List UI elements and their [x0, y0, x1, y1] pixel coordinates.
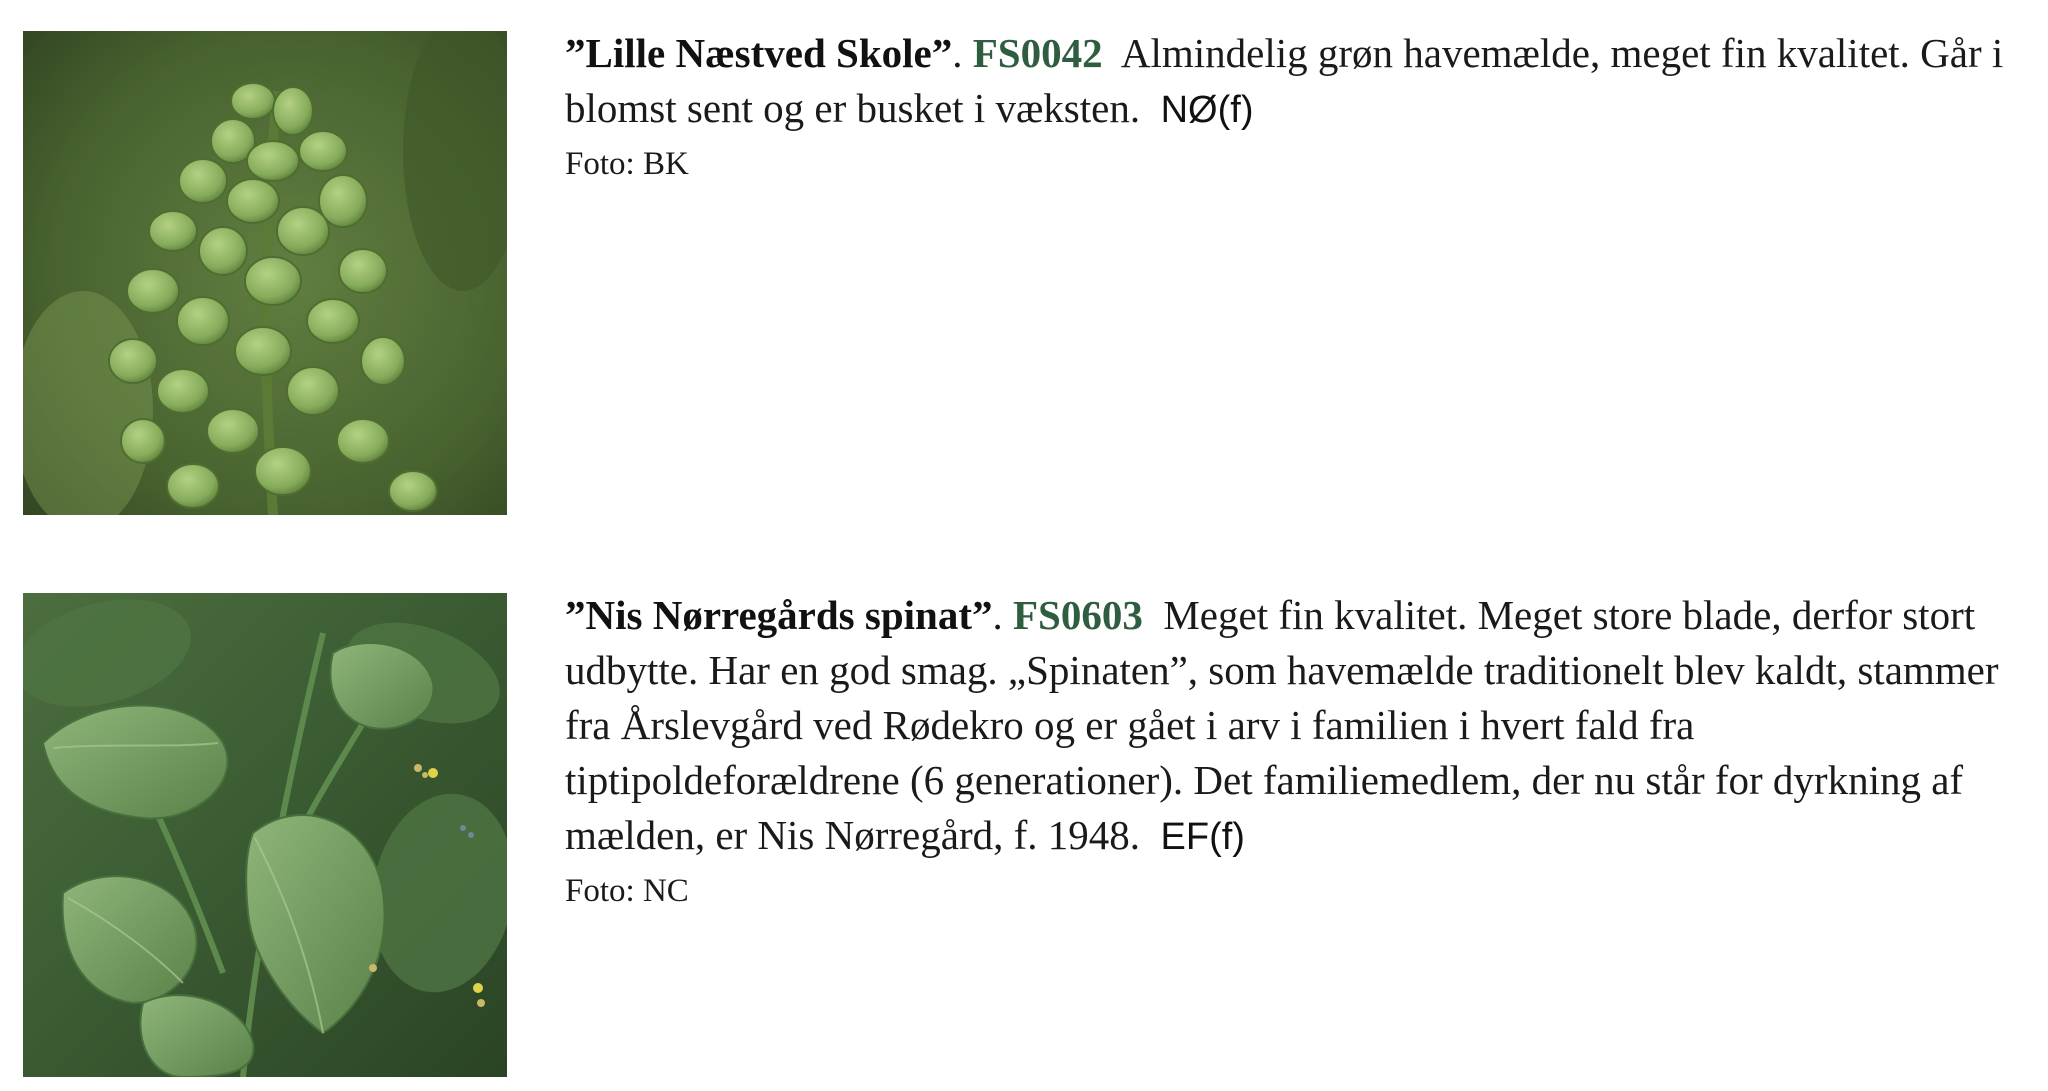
orache-leaves-image — [23, 593, 507, 1077]
variety-description: Meget fin kvalitet. Meget store blade, derfor stort udbytte. Har en god smag. „Spinaten”, som havemælde traditionelt blev kaldt, stammer fra Årslevgård ved Rødekro og er gået i arv i familien i hvert fald fra tiptipoldeforældrene (6 generationer). Det familiemedlem, der nu står for dyrkning af mælden, er Nis Nørregård, f. 1948. — [565, 592, 1999, 858]
photo-orache-leaves — [23, 593, 507, 1077]
variety-code: FS0603 — [1012, 592, 1143, 638]
entry-description-paragraph — [565, 26, 2030, 138]
variety-code: FS0042 — [972, 30, 1103, 76]
photo-orache-seed-heads — [23, 31, 507, 515]
entry-description-paragraph — [565, 588, 2030, 865]
variety-name: ”Lille Næstved Skole” — [565, 30, 953, 76]
name-separator: . — [992, 592, 1003, 638]
photo-credit: Foto: NC — [565, 873, 689, 909]
origin-code: NØ(f) — [1160, 89, 1254, 131]
entry-text — [565, 26, 2030, 186]
variety-description: Almindelig grøn havemælde, meget fin kvalitet. Går i blomst sent og er busket i væksten. — [565, 30, 2004, 131]
catalog-entry-nis-norregards-spinat — [0, 580, 2048, 1091]
catalog-entry-lille-naestved-skole — [0, 0, 2048, 520]
name-separator: . — [952, 30, 963, 76]
origin-code: EF(f) — [1160, 816, 1245, 858]
orache-seed-heads-image — [23, 31, 507, 515]
photo-credit: Foto: BK — [565, 146, 689, 182]
variety-name: ”Nis Nørregårds spinat” — [565, 592, 993, 638]
entry-text — [565, 588, 2030, 913]
